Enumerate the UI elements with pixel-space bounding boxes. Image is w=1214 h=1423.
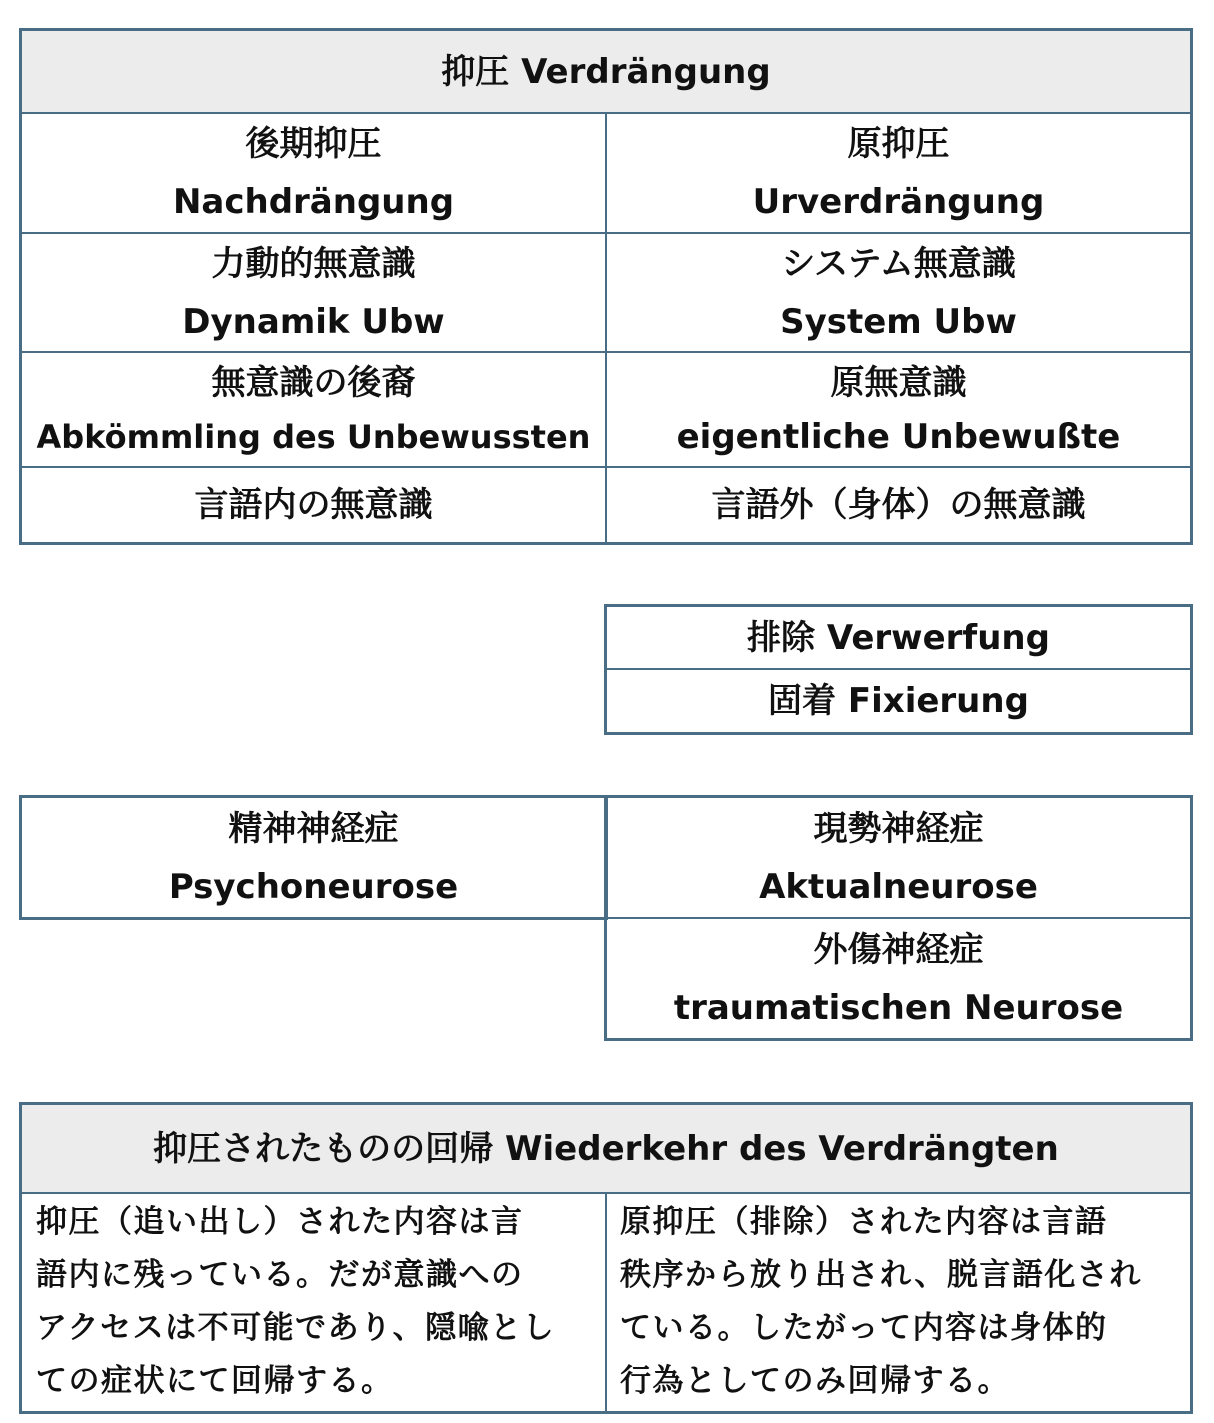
paragraph-line: アクセスは不可能であり、隠喩とし	[36, 1310, 556, 1346]
cell-label-de: Urverdrängung	[752, 182, 1045, 222]
cell-label-ja: 力動的無意識	[211, 243, 416, 284]
cell-label-ja: 現勢神経症	[813, 808, 984, 849]
paragraph-line: 行為としてのみ回帰する。	[620, 1363, 1010, 1399]
bodily-unconscious-cell	[607, 468, 1190, 542]
cell-label-ja: 後期抑圧	[245, 124, 382, 164]
paragraph-line: 秩序から放り出され、脱言語化され	[620, 1257, 1142, 1293]
return-header-label: 抑圧されたものの回帰 Wiederkehr des Verdrängten	[153, 1128, 1059, 1169]
repression-header-label: 抑圧 Verdrängung	[441, 51, 771, 92]
cell-label-ja: 精神神経症	[228, 808, 399, 849]
cell-label-ja: 原無意識	[830, 362, 967, 403]
unconscious-derivative-cell	[22, 353, 605, 466]
cell-label: 排除 Verwerfung	[747, 617, 1050, 658]
psychoneurosis-cell	[22, 798, 605, 917]
paragraph-line: 抑圧（追い出し）された内容は言	[36, 1204, 524, 1240]
cell-label-de: Dynamik Ubw	[182, 301, 445, 342]
primal-repression-description	[620, 1196, 1186, 1408]
cell-label-ja: システム無意識	[781, 243, 1016, 284]
primal-repression-cell	[607, 114, 1190, 232]
cell-label-ja: 原抑圧	[847, 124, 950, 164]
cell-label-de: Psychoneurose	[168, 866, 459, 907]
cell-label-de: Nachdrängung	[172, 182, 455, 222]
cell-label-ja: 言語外（身体）の無意識	[711, 485, 1086, 525]
traumatic-neurosis-cell	[607, 919, 1190, 1038]
cell-label: 固着 Fixierung	[768, 681, 1029, 721]
cell-label-de: traumatischen Neurose	[673, 987, 1124, 1028]
repression-description	[36, 1196, 602, 1408]
paragraph-line: ての症状にて回帰する。	[36, 1363, 394, 1399]
cell-label-de: Abkömmling des Unbewussten	[36, 417, 591, 456]
secondary-repression-cell	[22, 114, 605, 232]
actual-neurosis-cell	[607, 798, 1190, 917]
cell-label-de: Aktualneurose	[759, 866, 1038, 907]
fixation-cell	[607, 670, 1190, 732]
return-header	[22, 1105, 1190, 1192]
cell-label-ja: 外傷神経症	[813, 929, 984, 970]
system-unconscious-cell	[607, 234, 1190, 351]
paragraph-line: ている。したがって内容は身体的	[620, 1310, 1108, 1346]
cell-label-ja: 言語内の無意識	[194, 485, 433, 525]
paragraph-line: 原抑圧（排除）された内容は言語	[620, 1204, 1108, 1240]
repression-header	[22, 31, 1190, 112]
cell-label-de: eigentliche Unbewußte	[676, 416, 1121, 457]
cell-label-ja: 無意識の後裔	[211, 362, 416, 403]
primal-unconscious-cell	[607, 353, 1190, 466]
linguistic-unconscious-cell	[22, 468, 605, 542]
divider	[605, 1194, 607, 1411]
foreclosure-cell	[607, 607, 1190, 668]
paragraph-line: 語内に残っている。だが意識への	[36, 1257, 524, 1293]
cell-label-de: System Ubw	[780, 301, 1017, 342]
dynamic-unconscious-cell	[22, 234, 605, 351]
